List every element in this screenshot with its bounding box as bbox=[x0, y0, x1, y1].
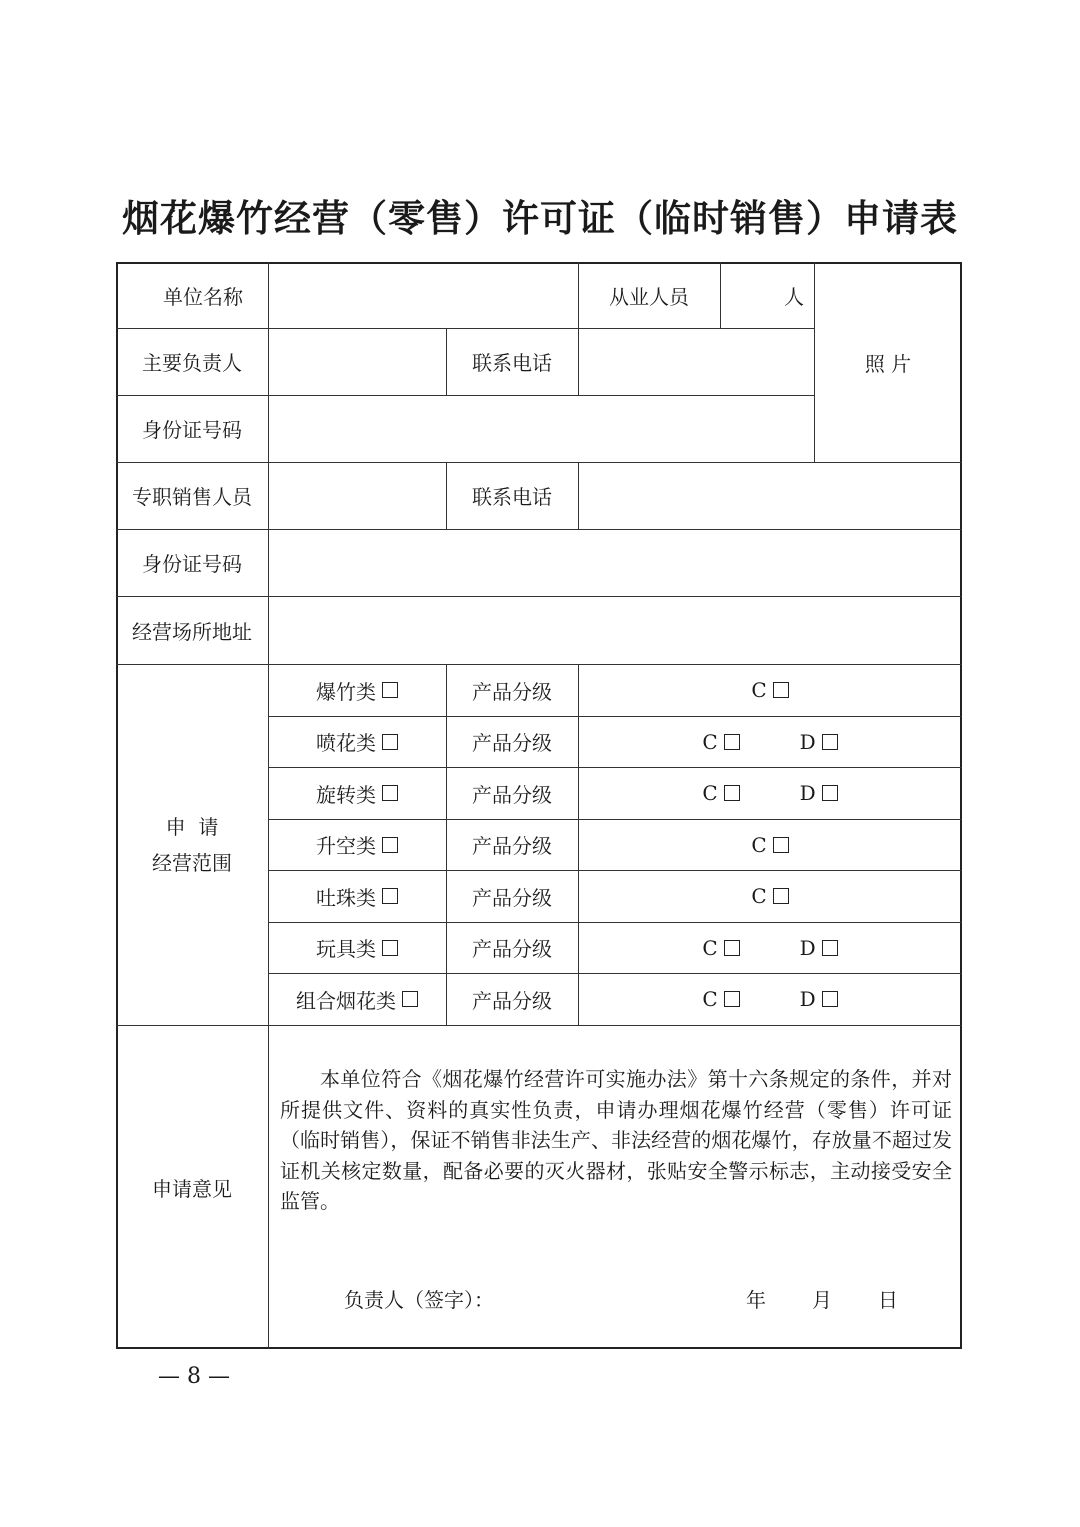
category-checkbox[interactable] bbox=[382, 837, 398, 853]
id-number-label: 身份证号码 bbox=[142, 418, 242, 442]
grade-option[interactable]: D bbox=[800, 936, 838, 960]
unit-name-label: 单位名称 bbox=[163, 284, 243, 309]
address-field[interactable] bbox=[270, 598, 960, 662]
scope-category[interactable]: 旋转类 bbox=[268, 767, 446, 819]
grade-option[interactable]: C bbox=[702, 936, 739, 960]
category-checkbox[interactable] bbox=[382, 785, 398, 801]
sales-phone-label: 联系电话 bbox=[472, 485, 552, 509]
principal-label: 主要负责人 bbox=[142, 351, 242, 375]
scope-grades bbox=[578, 973, 962, 1025]
id-number-field[interactable] bbox=[270, 397, 812, 460]
category-checkbox[interactable] bbox=[382, 888, 398, 904]
signature-field[interactable] bbox=[510, 1284, 730, 1312]
sales-person-label: 专职销售人员 bbox=[132, 485, 252, 509]
scope-label bbox=[116, 664, 268, 1025]
grade-checkbox[interactable] bbox=[822, 785, 838, 801]
date-month-label: 月 bbox=[812, 1288, 832, 1312]
grade-checkbox[interactable] bbox=[724, 734, 740, 750]
grade-checkbox[interactable] bbox=[724, 940, 740, 956]
scope-grade-label: 产品分级 bbox=[472, 988, 552, 1013]
grade-option[interactable]: C bbox=[702, 730, 739, 754]
scope-category[interactable]: 组合烟花类 bbox=[268, 973, 446, 1025]
scope-category[interactable]: 玩具类 bbox=[268, 922, 446, 973]
scope-grade-label: 产品分级 bbox=[472, 885, 552, 910]
principal-field[interactable] bbox=[270, 330, 444, 393]
grade-option[interactable]: D bbox=[800, 781, 838, 805]
category-checkbox[interactable] bbox=[382, 734, 398, 750]
grade-checkbox[interactable] bbox=[773, 682, 789, 698]
scope-grades bbox=[578, 870, 962, 922]
category-checkbox[interactable] bbox=[402, 991, 418, 1007]
grade-option[interactable]: D bbox=[800, 987, 838, 1011]
photo-label: 照 片 bbox=[864, 351, 912, 376]
grade-option[interactable]: C bbox=[751, 884, 788, 908]
scope-grade-label: 产品分级 bbox=[472, 834, 552, 858]
grade-checkbox[interactable] bbox=[724, 991, 740, 1007]
phone-label: 联系电话 bbox=[472, 351, 552, 375]
sales-id-field[interactable] bbox=[270, 531, 960, 594]
staff-count-field[interactable] bbox=[720, 262, 814, 328]
category-checkbox[interactable] bbox=[382, 940, 398, 956]
grade-checkbox[interactable] bbox=[822, 940, 838, 956]
column-divider bbox=[578, 462, 579, 529]
page-number: — 8 — bbox=[158, 1364, 230, 1389]
grade-checkbox[interactable] bbox=[773, 837, 789, 853]
unit-name-field[interactable] bbox=[270, 264, 576, 326]
scope-category[interactable]: 升空类 bbox=[268, 819, 446, 870]
photo-box[interactable] bbox=[814, 262, 962, 462]
date-year-label: 年 bbox=[746, 1288, 766, 1312]
scope-grades bbox=[578, 664, 962, 716]
sales-phone-field[interactable] bbox=[580, 464, 960, 527]
signature-label: 负责人（签字）： bbox=[344, 1288, 494, 1312]
scope-label-line1: 申 请 bbox=[165, 814, 219, 839]
scope-grades bbox=[578, 922, 962, 973]
form-title: 烟花爆竹经营（零售）许可证（临时销售）申请表 bbox=[122, 197, 958, 240]
phone-field[interactable] bbox=[580, 330, 812, 393]
scope-grade-label: 产品分级 bbox=[472, 731, 552, 755]
staff-label: 从业人员 bbox=[609, 284, 689, 309]
address-label: 经营场所地址 bbox=[132, 619, 252, 644]
scope-grade-label: 产品分级 bbox=[472, 782, 552, 807]
category-checkbox[interactable] bbox=[382, 682, 398, 698]
scope-category[interactable]: 喷花类 bbox=[268, 716, 446, 767]
scope-category[interactable]: 爆竹类 bbox=[268, 664, 446, 716]
scope-grade-label: 产品分级 bbox=[472, 937, 552, 961]
date-day-label: 日 bbox=[878, 1288, 898, 1312]
scope-grades bbox=[578, 819, 962, 870]
grade-option[interactable]: C bbox=[751, 678, 788, 702]
scope-grades bbox=[578, 716, 962, 767]
scope-label-line2: 经营范围 bbox=[152, 850, 232, 875]
grade-checkbox[interactable] bbox=[773, 888, 789, 904]
grade-checkbox[interactable] bbox=[822, 734, 838, 750]
scope-grades bbox=[578, 767, 962, 819]
grade-option[interactable]: D bbox=[800, 730, 838, 754]
opinion-label: 申请意见 bbox=[152, 1176, 232, 1201]
grade-option[interactable]: C bbox=[702, 781, 739, 805]
column-divider bbox=[578, 328, 579, 395]
scope-category[interactable]: 吐珠类 bbox=[268, 870, 446, 922]
grade-checkbox[interactable] bbox=[822, 991, 838, 1007]
sales-id-label: 身份证号码 bbox=[142, 552, 242, 576]
grade-option[interactable]: C bbox=[702, 987, 739, 1011]
staff-unit-label: 人 bbox=[784, 284, 804, 309]
scope-grade-label: 产品分级 bbox=[472, 679, 552, 704]
grade-option[interactable]: C bbox=[751, 833, 788, 857]
grade-checkbox[interactable] bbox=[724, 785, 740, 801]
declaration-text: 本单位符合《烟花爆竹经营许可实施办法》第十六条规定的条件，并对所提供文件、资料的真实性负责，申请办理烟花爆竹经营（零售）许可证（临时销售），保证不销售非法生产、非法经营的烟花爆竹，存放量不超过发证机关核定数量，配备必要的灭火器材，张贴安全警示标志，主动接受安全监管。 bbox=[280, 1067, 952, 1213]
sales-person-field[interactable] bbox=[270, 464, 444, 527]
